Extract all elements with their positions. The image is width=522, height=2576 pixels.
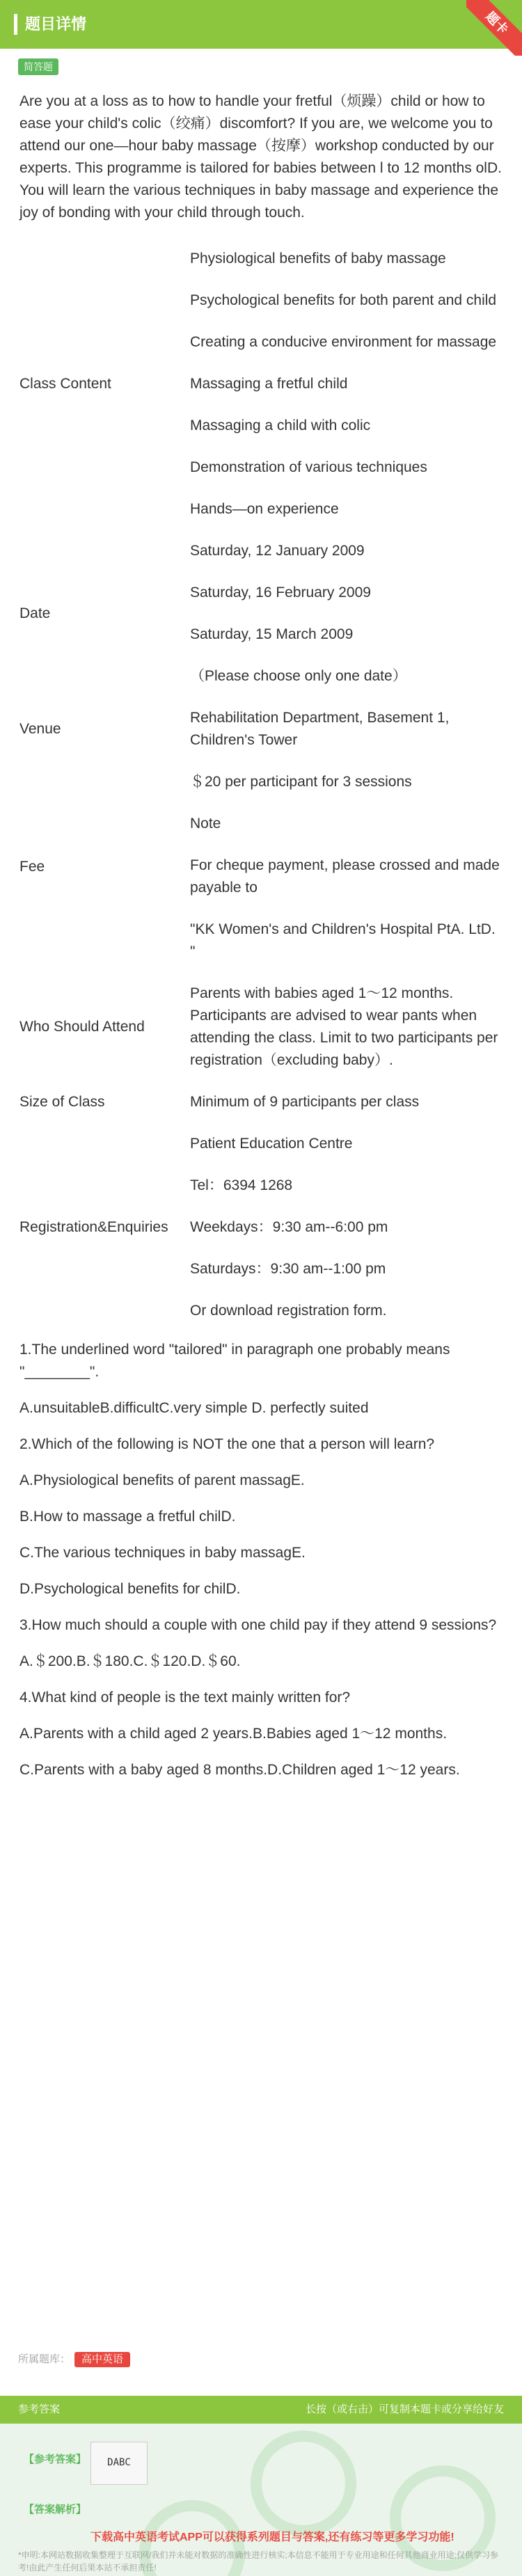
info-line: Saturday, 15 March 2009 [190, 626, 354, 642]
answer-label: 【参考答案】 [24, 2454, 87, 2465]
info-row-label: Date [19, 605, 51, 621]
info-row-label: Fee [19, 859, 45, 875]
header-bar [0, 0, 522, 49]
info-line: For cheque payment, please crossed and made payable to [190, 857, 500, 896]
info-row-value [190, 238, 504, 530]
questions-list [19, 1339, 504, 1781]
info-row [19, 973, 504, 1081]
passage-intro: Are you at a loss as to how to handle your fretful（烦躁）child or how to ease your child's colic（绞痛）discomfort? If you are, we welcome you to attend our one—hour baby massage（按摩）workshop conducted by our experts. This programme is tailored for babies between l to 12 months olD. You will learn the various techniques in baby massage and experience the joy of bonding with your child through touch. [19, 93, 502, 221]
info-line: Psychological benefits for both parent and child [190, 292, 497, 308]
question-line: B.How to massage a fretful chilD. [19, 1509, 236, 1525]
info-line: Hands—on experience [190, 501, 339, 517]
title-accent-bar [14, 14, 17, 35]
app-promo-text[interactable]: 下载高中英语考试APP可以获得系列题目与答案,还有练习等更多学习功能! [90, 2531, 454, 2543]
ribbon-label[interactable]: 题卡 [466, 0, 522, 56]
info-line: "KK Women's and Children's Hospital PtA. LtD. " [190, 921, 496, 960]
info-line: Massaging a child with colic [190, 418, 371, 434]
question-card-ribbon[interactable] [466, 0, 522, 56]
info-row-value [190, 530, 504, 697]
info-row [19, 1081, 504, 1123]
info-row-label: Who Should Attend [19, 1019, 145, 1035]
info-line: Saturdays：9:30 am--1:00 pm [190, 1261, 386, 1277]
question-content [19, 90, 504, 1795]
reference-panel [0, 2424, 522, 2576]
info-line: Minimum of 9 participants per class [190, 1094, 420, 1110]
question-line: 4.What kind of people is the text mainly written for? [19, 1689, 351, 1706]
question-line: C.The various techniques in baby massagE. [19, 1545, 306, 1561]
reference-header [0, 2396, 522, 2424]
info-row-value [190, 1123, 504, 1332]
info-row [19, 238, 504, 530]
info-line: （Please choose only one date） [190, 668, 407, 684]
info-line: Tel：6394 1268 [190, 1177, 293, 1193]
info-line: Patient Education Centre [190, 1136, 353, 1152]
question-line: D.Psychological benefits for chilD. [19, 1581, 241, 1597]
watermark-logo [251, 2431, 356, 2536]
info-table [19, 238, 504, 1332]
question-line: A.Parents with a child aged 2 years.B.Babies aged 1～12 months. [19, 1726, 448, 1742]
question-type-tag: 简答题 [18, 58, 58, 75]
question-line: 2.Which of the following is NOT the one that a person will learn? [19, 1436, 435, 1452]
question-bank [18, 2352, 130, 2367]
info-row [19, 530, 504, 697]
question-line: 1.The underlined word "tailored" in paragraph one probably means "________". [19, 1342, 450, 1380]
info-line: Saturday, 12 January 2009 [190, 543, 365, 559]
question-line: A.unsuitableB.difficultC.very simple D. perfectly suited [19, 1400, 369, 1416]
info-row [19, 697, 504, 761]
info-row-label: Size of Class [19, 1094, 105, 1110]
info-line: Physiological benefits of baby massage [190, 251, 446, 267]
bank-badge[interactable]: 高中英语 [74, 2352, 130, 2367]
answer-image: DABC [90, 2442, 148, 2485]
question-line: A.＄200.B.＄180.C.＄120.D.＄60. [19, 1653, 241, 1669]
info-row-value [190, 973, 504, 1081]
question-line: C.Parents with a baby aged 8 months.D.Children aged 1～12 years. [19, 1762, 460, 1778]
info-line: Demonstration of various techniques [190, 459, 427, 475]
info-row-value [190, 1081, 504, 1123]
info-line: Massaging a fretful child [190, 376, 348, 392]
page-title: 题目详情 [25, 15, 87, 33]
info-line: Weekdays：9:30 am--6:00 pm [190, 1219, 388, 1235]
question-line: 3.How much should a couple with one child pay if they attend 9 sessions? [19, 1617, 497, 1633]
info-row [19, 1123, 504, 1332]
question-line: A.Physiological benefits of parent massagE. [19, 1472, 305, 1488]
share-hint: 长按（或右击）可复制本题卡或分享给好友 [305, 2403, 504, 2415]
analysis-label: 【答案解析】 [24, 2504, 87, 2515]
info-line: Saturday, 16 February 2009 [190, 585, 371, 601]
info-row-label: Class Content [19, 376, 111, 392]
info-row [19, 761, 504, 973]
info-row-value [190, 697, 504, 761]
info-row-label: Registration&Enquiries [19, 1219, 168, 1235]
info-row-value [190, 761, 504, 973]
info-line: Creating a conducive environment for massage [190, 334, 497, 350]
info-line: Rehabilitation Department, Basement 1, Children's Tower [190, 710, 450, 748]
info-line: Or download registration form. [190, 1303, 387, 1319]
bank-label: 所属题库： [18, 2353, 71, 2365]
info-line: Parents with babies aged 1～12 months. Participants are advised to wear pants when attending the class. Limit to two participants per registration（excluding baby）. [190, 985, 498, 1068]
info-row-label: Venue [19, 721, 61, 737]
disclaimer-text: *申明:本网站数据收集整理于互联网/我们并未能对数据的准确性进行核实;本信息不能用于专业用途和任何其他商业用途;仅供学习参考!由此产生任何后果本站不承担责任! [18, 2550, 499, 2573]
info-line: ＄20 per participant for 3 sessions [190, 774, 412, 790]
reference-title: 参考答案 [18, 2403, 61, 2415]
info-line: Note [190, 816, 221, 832]
